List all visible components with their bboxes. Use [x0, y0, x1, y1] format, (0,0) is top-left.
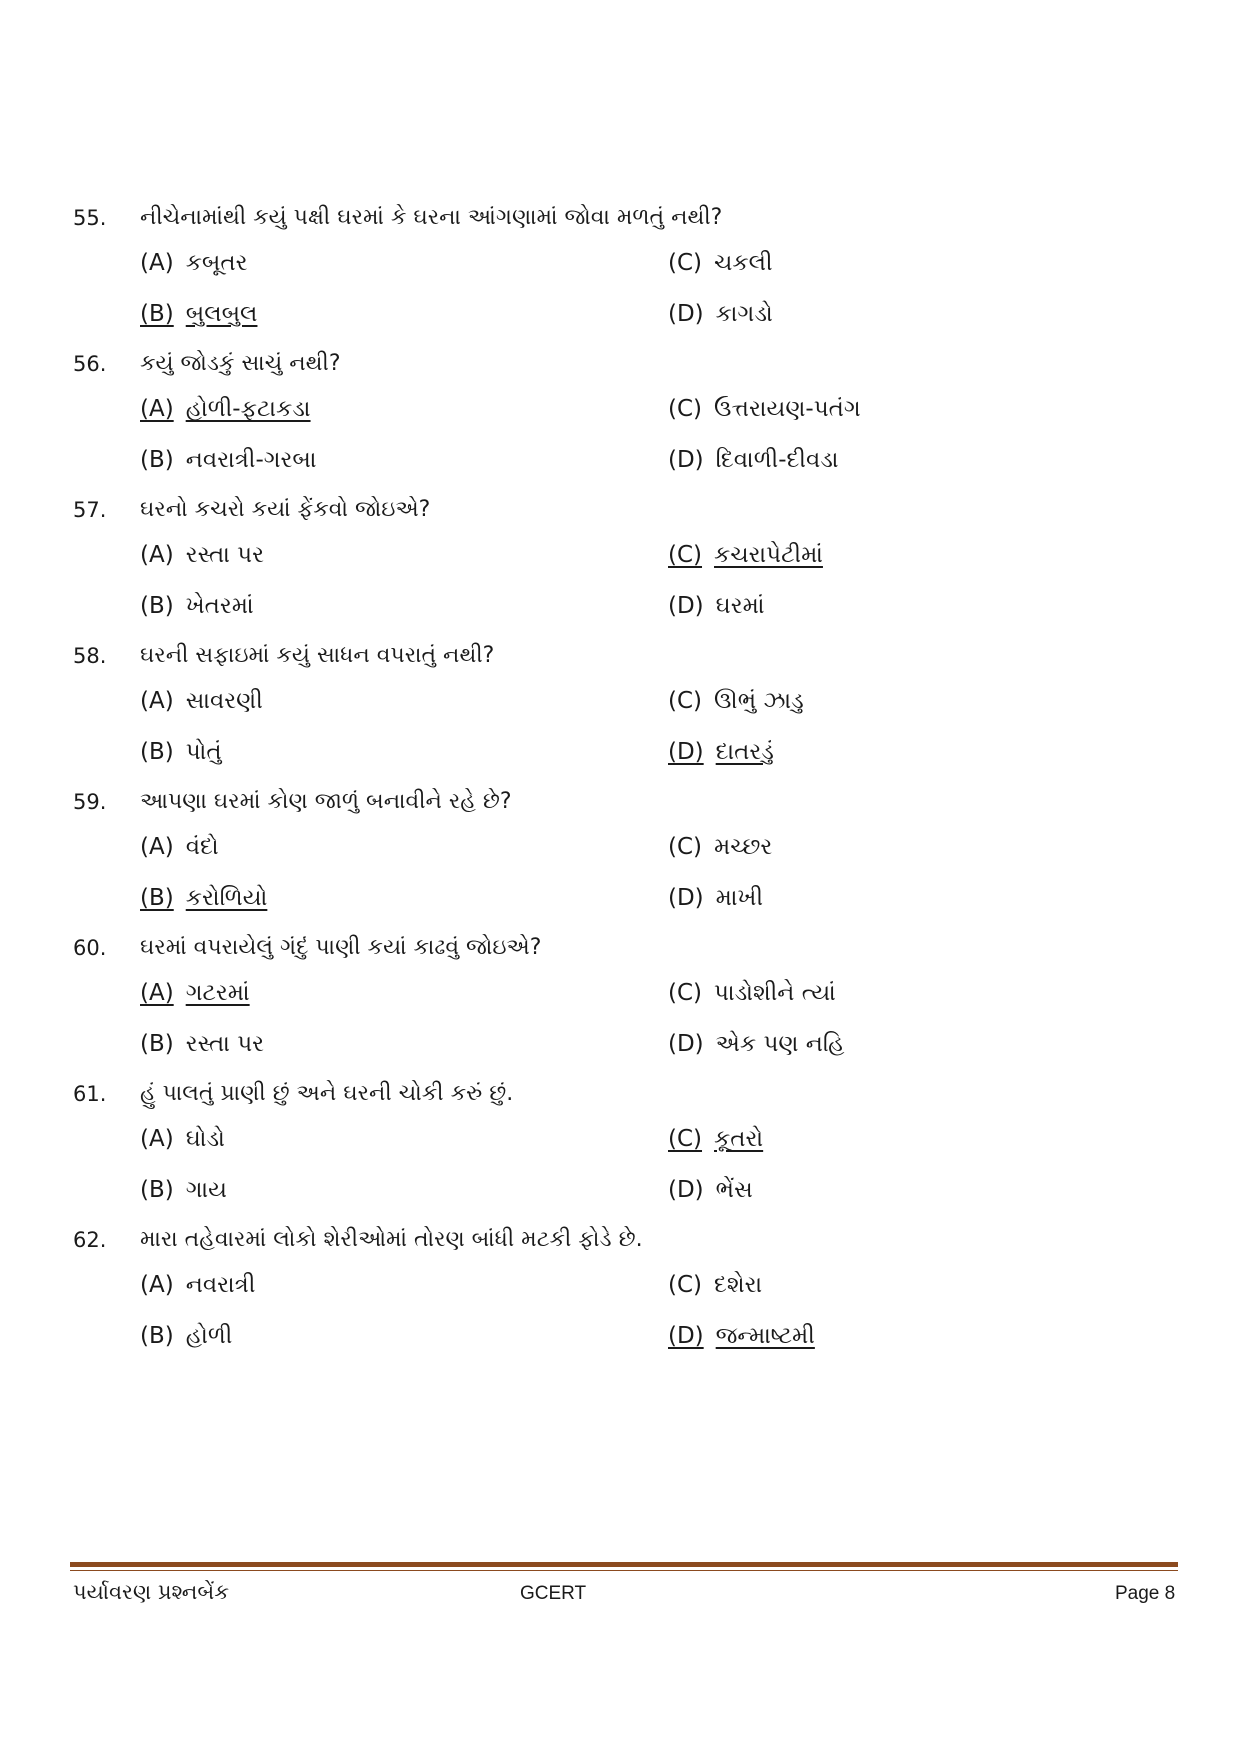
option-text: કૂતરો: [714, 1126, 764, 1152]
option-letter: (C): [668, 542, 703, 568]
option-c: [668, 834, 772, 860]
option-a: [140, 688, 263, 714]
option-letter: (A): [140, 250, 174, 276]
option-text: ગટરમાં: [185, 980, 250, 1006]
option-a: [140, 396, 311, 422]
page-number: Page 8: [1115, 1583, 1176, 1604]
option-d: [668, 593, 764, 619]
option-b: [140, 885, 267, 911]
option-text: કચરાપેટીમાં: [714, 542, 823, 568]
question-number: 58.: [73, 644, 107, 668]
option-text: જન્માષ્ટમી: [715, 1323, 815, 1349]
option-letter: (D): [668, 1177, 704, 1203]
option-text: પાડોશીને ત્યાં: [714, 980, 836, 1006]
option-text: દાતરડું: [715, 739, 774, 765]
footer-title: પર્યાવરણ પ્રશ્નબેંક: [73, 1580, 230, 1604]
option-text: દશેરા: [714, 1272, 763, 1298]
option-letter: (D): [668, 1031, 704, 1057]
option-text: ઉત્તરાયણ-પતંગ: [714, 396, 861, 422]
option-a: [140, 542, 264, 568]
option-c: [668, 1272, 762, 1298]
option-text: સાવરણી: [185, 688, 263, 714]
option-text: ગાય: [185, 1177, 227, 1203]
footer-rule-thick: [70, 1562, 1178, 1567]
option-text: રસ્તા પર: [185, 542, 264, 568]
option-letter: (C): [668, 834, 703, 860]
option-text: મચ્છર: [714, 834, 773, 860]
option-text: ચકલી: [714, 250, 773, 276]
question-number: 56.: [73, 352, 107, 376]
option-letter: (A): [140, 542, 174, 568]
option-letter: (C): [668, 1126, 703, 1152]
option-letter: (C): [668, 396, 703, 422]
question-text: આપણા ઘરમાં કોણ જાળું બનાવીને રહે છે?: [140, 789, 512, 814]
option-d: [668, 301, 773, 327]
option-letter: (D): [668, 301, 704, 327]
option-b: [140, 301, 257, 327]
option-d: [668, 1177, 753, 1203]
option-text: ઘરમાં: [715, 593, 765, 619]
option-text: રસ્તા પર: [185, 1031, 265, 1057]
option-c: [668, 1126, 763, 1152]
option-text: હોળી: [185, 1323, 233, 1349]
option-d: [668, 885, 763, 911]
option-letter: (B): [140, 593, 174, 619]
question-text: ઘરમાં વપરાયેલું ગંદું પાણી કયાં કાઢવું જોઇએ?: [140, 935, 542, 960]
option-letter: (B): [140, 1323, 174, 1349]
option-text: બુલબુલ: [185, 301, 258, 327]
option-text: માખી: [715, 885, 764, 911]
question-text: મારા તહેવારમાં લોકો શેરીઓમાં તોરણ બાંધી મટકી ફોડે છે.: [140, 1227, 643, 1252]
option-a: [140, 980, 250, 1006]
option-c: [668, 688, 804, 714]
question-number: 61.: [73, 1082, 107, 1106]
option-d: [668, 447, 839, 473]
option-letter: (A): [140, 980, 174, 1006]
option-a: [140, 1272, 255, 1298]
option-b: [140, 1323, 232, 1349]
option-letter: (A): [140, 1272, 174, 1298]
option-text: નવરાત્રી-ગરબા: [185, 447, 317, 473]
question-number: 62.: [73, 1228, 107, 1252]
footer-rule-thin: [70, 1570, 1178, 1571]
option-letter: (C): [668, 250, 703, 276]
option-b: [140, 739, 222, 765]
option-letter: (B): [140, 447, 174, 473]
option-letter: (A): [140, 834, 174, 860]
option-b: [140, 1177, 227, 1203]
option-letter: (A): [140, 396, 174, 422]
option-text: કાગડો: [715, 301, 773, 327]
option-text: પોતું: [185, 739, 222, 765]
option-a: [140, 834, 219, 860]
option-letter: (D): [668, 447, 704, 473]
option-letter: (C): [668, 980, 703, 1006]
question-number: 60.: [73, 936, 107, 960]
option-letter: (C): [668, 688, 703, 714]
option-c: [668, 542, 823, 568]
option-b: [140, 447, 317, 473]
option-d: [668, 1031, 844, 1057]
option-letter: (B): [140, 301, 174, 327]
option-a: [140, 1126, 225, 1152]
option-letter: (D): [668, 593, 704, 619]
option-text: કબૂતર: [185, 250, 248, 276]
option-text: નવરાત્રી: [185, 1272, 256, 1298]
question-text: ઘરનો કચરો કયાં ફેંકવો જોઇએ?: [140, 497, 431, 522]
question-number: 59.: [73, 790, 107, 814]
option-d: [668, 1323, 815, 1349]
question-text: ઘરની સફાઇમાં કયું સાધન વપરાતું નથી?: [140, 643, 495, 668]
option-text: ખેતરમાં: [185, 593, 254, 619]
option-text: ઊભું ઝાડુ: [714, 688, 804, 714]
option-text: દિવાળી-દીવડા: [715, 447, 839, 473]
option-letter: (C): [668, 1272, 703, 1298]
option-text: હોળી-ફટાકડા: [185, 396, 311, 422]
option-c: [668, 250, 773, 276]
option-b: [140, 1031, 264, 1057]
option-letter: (B): [140, 739, 174, 765]
option-text: કરોળિયો: [185, 885, 268, 911]
option-text: ઘોડો: [185, 1126, 225, 1152]
option-text: એક પણ નહિ: [715, 1031, 845, 1057]
option-letter: (B): [140, 1177, 174, 1203]
option-text: ભેંસ: [715, 1177, 753, 1203]
option-letter: (D): [668, 1323, 704, 1349]
option-d: [668, 739, 774, 765]
question-text: કયું જોડકું સાચું નથી?: [140, 351, 341, 376]
question-number: 57.: [73, 498, 107, 522]
option-a: [140, 250, 248, 276]
option-letter: (B): [140, 885, 174, 911]
option-letter: (B): [140, 1031, 174, 1057]
option-text: વંદો: [185, 834, 219, 860]
question-number: 55.: [73, 206, 107, 230]
option-letter: (A): [140, 1126, 174, 1152]
option-letter: (D): [668, 885, 704, 911]
question-text: નીચેનામાંથી કયું પક્ષી ઘરમાં કે ઘરના આંગણામાં જોવા મળતું નથી?: [140, 205, 723, 230]
footer-publisher: GCERT: [520, 1583, 587, 1604]
option-c: [668, 980, 836, 1006]
option-letter: (A): [140, 688, 174, 714]
option-c: [668, 396, 861, 422]
option-letter: (D): [668, 739, 704, 765]
question-text: હું પાલતું પ્રાણી છું અને ઘરની ચોકી કરું છું.: [140, 1081, 514, 1106]
option-b: [140, 593, 254, 619]
